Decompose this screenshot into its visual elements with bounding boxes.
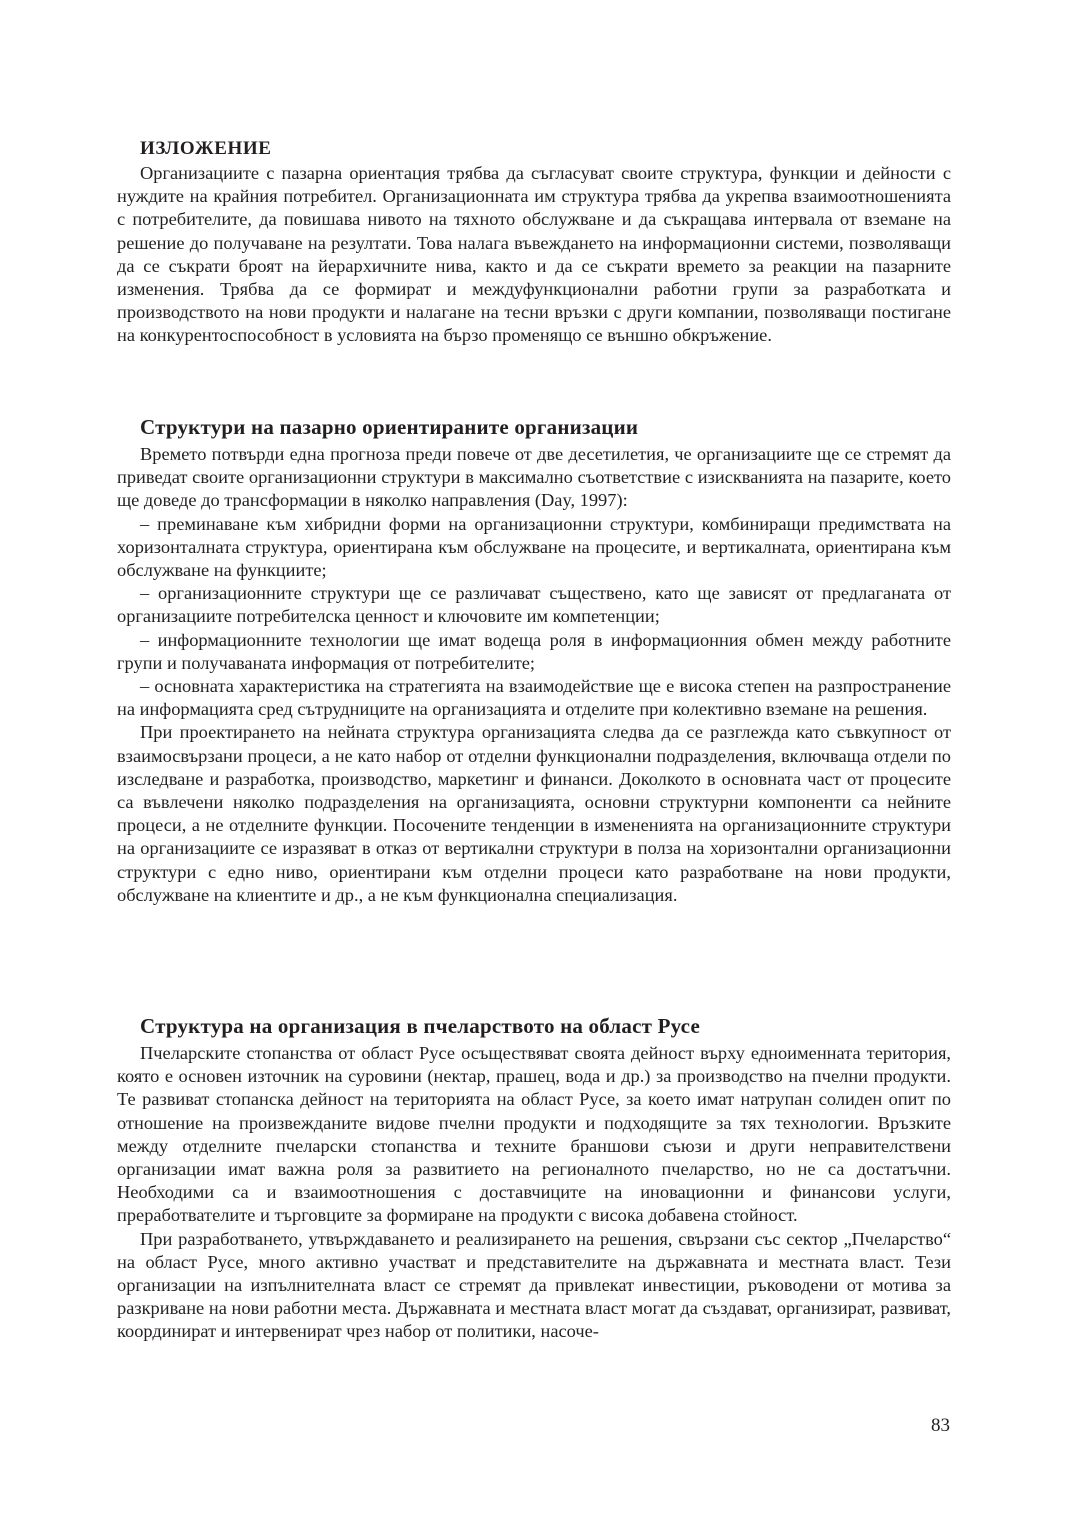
body-paragraph: Пчеларските стопанства от област Русе осъществяват своята дейност върху едноименната територия, която е основен източник на суровини (нектар, прашец, вода и др.) за производство на пчелни продукти. Те развиват стопанска дейност на територията на област Русе, за което имат натрупан солиден опит по отношение на произвежданите видове пчелни продукти и подходящите за тях технологии. Връзките между отделните пчеларски стопанства и техните браншови съюзи и други неправителствени организации имат важна роля за развитието на регионалното пчеларство, но не са достатъчни. Необходими са и взаимоотношения с доставчиците на иновационни и финансови услуги, преработвателите и търговците за формиране на продукти с висока добавена стойност. xyxy=(117,1043,951,1226)
section-heading: ИЗЛОЖЕНИЕ xyxy=(140,138,272,159)
page-number: 83 xyxy=(931,1415,950,1436)
section-heading: Структура на организация в пчеларството на област Русе xyxy=(140,1014,700,1038)
section-exposition xyxy=(117,136,951,348)
body-paragraph: Организациите с пазарна ориентация трябва да съгласуват своите структура, функции и дейности с нуждите на крайния потребител. Организационната им структура трябва да укрепва взаимоотношенията с потребителите, да повишава нивото на тяхното обслужване и да съкращава интервала от вземане на решение до получаване на резултати. Това налага въвеждането на информационни системи, позволяващи да се съкрати броят на йерархичните нива, както и да се съкрати времето за реакции на пазарните изменения. Трябва да се формират и междуфункционални работни групи за разработката и производството на нови продукти и налагане на тесни връзки с други компании, позволяващи постигане на конкурентоспособност в условията на бързо променящо се външно обкръжение. xyxy=(117,163,951,346)
list-item: – организационните структури ще се различават съществено, като ще зависят от предлаганата от организациите потребителска ценност и ключовите им компетенции; xyxy=(117,583,951,627)
body-paragraph: Времето потвърди една прогноза преди повече от две десетилетия, че организациите ще се стремят да приведат своите организационни структури в максимално съответствие с изискванията на пазарите, което ще доведе до трансформации в няколко направления (Day, 1997): xyxy=(117,444,951,511)
body-paragraph: При проектирането на нейната структура организацията следва да се разглежда като съвкупност от взаимосвързани процеси, а не като набор от отделни функционални подразделения, включваща отдели по изследване и разработка, производство, маркетинг и финанси. Доколкото в основната част от процесите са въвлечени няколко подразделения на организацията, основни структурни компоненти са нейните процеси, а не отделните функции. Посочените тенденции в измененията на организационните структури на организациите се изразяват в отказ от вертикални структури в полза на хоризонтални организационни структури с едно ниво, ориентирани към отделни процеси като разработване на нови продукти, обслужване на клиентите и др., а не към функционална специализация. xyxy=(117,722,951,905)
section-beekeeping-ruse xyxy=(117,1013,951,1344)
body-paragraph: При разработването, утвърждаването и реализирането на решения, свързани със сектор „Пчеларство“ на област Русе, много активно участват и представителите на държавната и местната власт. Тези организации на изпълнителната власт се стремят да привлекат инвестиции, ръководени от мотива за разкриване на нови работни места. Държавната и местната власт могат да създават, организират, развиват, координират и интервенират чрез набор от политики, насоче- xyxy=(117,1228,951,1342)
list-item: – основната характеристика на стратегията на взаимодействие ще е висока степен на разпространение на информацията сред сътрудниците на организацията и отделите при колективно вземане на решения. xyxy=(117,676,951,720)
section-heading: Структури на пазарно ориентираните организации xyxy=(140,415,639,439)
section-market-oriented-structures xyxy=(117,414,951,907)
list-item: – информационните технологии ще имат водеща роля в информационния обмен между работните групи и получаваната информация от потребителите; xyxy=(117,629,951,673)
list-item: – преминаване към хибридни форми на организационни структури, комбиниращи предимствата на хоризонталната структура, ориентирана към обслужване на процесите, и вертикалната, ориентирана към обслужване на функциите; xyxy=(117,513,951,581)
